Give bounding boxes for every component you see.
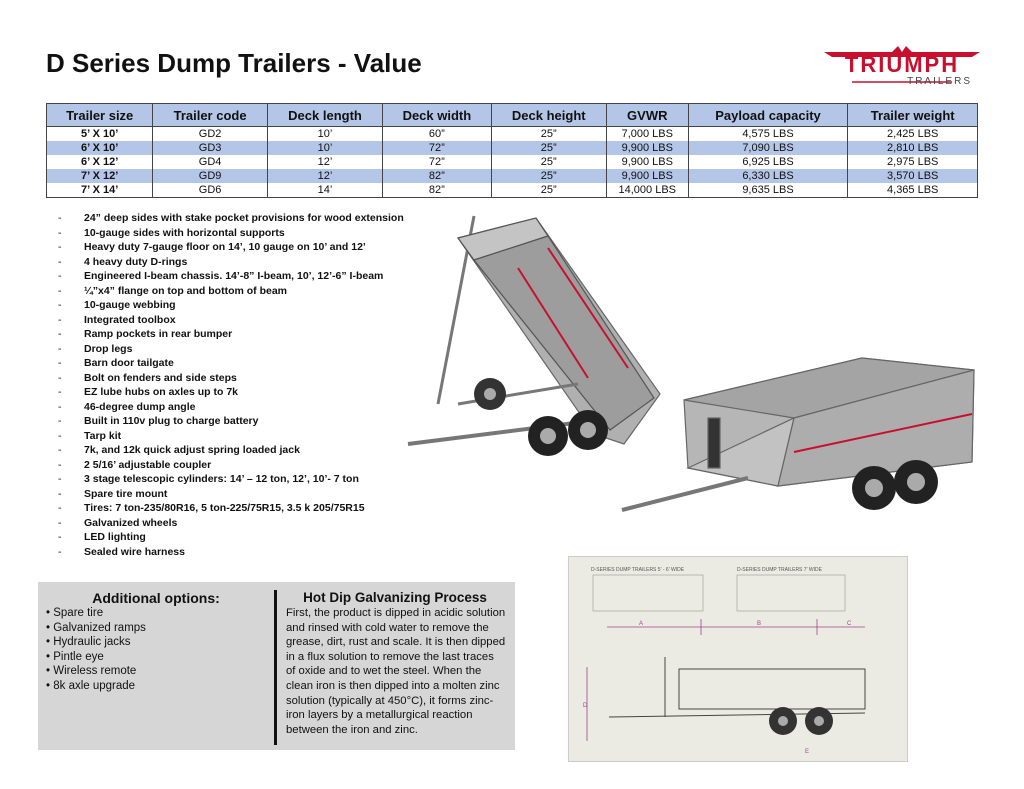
col-deck-height: Deck height	[491, 104, 606, 127]
dim-label: A	[639, 621, 644, 627]
table-cell: 2,810 LBS	[848, 141, 978, 155]
table-cell: 14,000 LBS	[606, 183, 688, 198]
box-divider	[274, 590, 277, 745]
feature-item: - 10-gauge sides with horizontal supports	[58, 226, 404, 241]
feature-item: - ¼”x4” flange on top and bottom of beam	[58, 284, 404, 299]
col-weight: Trailer weight	[848, 104, 978, 127]
table-row	[47, 169, 978, 183]
spec-table	[46, 103, 978, 198]
table-cell: 82”	[383, 183, 491, 198]
option-item: • Spare tire	[46, 606, 146, 621]
table-cell: 9,900 LBS	[606, 141, 688, 155]
feature-item: - Galvanized wheels	[58, 516, 404, 531]
col-deck-length: Deck length	[267, 104, 382, 127]
option-item: • Hydraulic jacks	[46, 635, 146, 650]
table-cell: 9,900 LBS	[606, 155, 688, 169]
table-row	[47, 183, 978, 198]
dim-label: D	[583, 703, 588, 709]
option-item: • Galvanized ramps	[46, 621, 146, 636]
table-cell: 12’	[267, 155, 382, 169]
feature-item: - Integrated toolbox	[58, 313, 404, 328]
table-cell: 14’	[267, 183, 382, 198]
table-cell: 3,570 LBS	[848, 169, 978, 183]
feature-item: - Drop legs	[58, 342, 404, 357]
table-cell: 6,330 LBS	[688, 169, 848, 183]
feature-list	[58, 211, 404, 559]
table-cell: 6,925 LBS	[688, 155, 848, 169]
feature-item: - EZ lube hubs on axles up to 7k	[58, 385, 404, 400]
table-cell: 7,090 LBS	[688, 141, 848, 155]
table-cell: 82”	[383, 169, 491, 183]
galvanizing-text: First, the product is dipped in acidic solution and rinsed with cold water to remove the grease, dirt, rust and scale. It is then dipped in a flux solution to remove the last traces of oxide and to wet the steel. When the clean iron is then dipped into a molten zinc solution (typically at 450°C), it forms zinc-iron layers by a metallurgical reaction between the iron and zinc.	[286, 607, 506, 736]
additional-options-list	[46, 606, 146, 694]
feature-item: - Barn door tailgate	[58, 356, 404, 371]
col-trailer-code: Trailer code	[153, 104, 267, 127]
logo-wordmark: TRIUMPH	[844, 52, 960, 77]
flat-dump-trailer-image	[618, 328, 990, 534]
dim-label: E	[805, 749, 810, 755]
table-cell: GD9	[153, 169, 267, 183]
feature-item: - Tires: 7 ton-235/80R16, 5 ton-225/75R15, 3.5 k 205/75R15	[58, 501, 404, 516]
trailer-side-view-icon	[569, 557, 907, 761]
table-cell: 25”	[491, 155, 606, 169]
feature-item: - Heavy duty 7-gauge floor on 14’, 10 gauge on 10’ and 12’	[58, 240, 404, 255]
feature-item: - Built in 110v plug to charge battery	[58, 414, 404, 429]
option-item: • Pintle eye	[46, 650, 146, 665]
feature-item: - 2 5/16’ adjustable coupler	[58, 458, 404, 473]
feature-item: - Spare tire mount	[58, 487, 404, 502]
table-cell: 72”	[383, 155, 491, 169]
table-cell: 12’	[267, 169, 382, 183]
feature-item: - Tarp kit	[58, 429, 404, 444]
table-row	[47, 127, 978, 142]
feature-item: - 46-degree dump angle	[58, 400, 404, 415]
table-cell: 7’ X 14’	[47, 183, 153, 198]
feature-item: - Bolt on fenders and side steps	[58, 371, 404, 386]
col-gvwr: GVWR	[606, 104, 688, 127]
table-cell: 4,365 LBS	[848, 183, 978, 198]
table-cell: 10’	[267, 141, 382, 155]
table-cell: GD6	[153, 183, 267, 198]
table-cell: 10’	[267, 127, 382, 142]
table-cell: GD2	[153, 127, 267, 142]
drawing-table-title: D-SERIES DUMP TRAILERS 5’ - 6’ WIDE	[591, 567, 685, 573]
spec-table-header	[47, 104, 978, 127]
table-cell: 7,000 LBS	[606, 127, 688, 142]
logo-subtext: TRAILERS	[907, 76, 972, 87]
table-cell: 5’ X 10’	[47, 127, 153, 142]
feature-item: - 24” deep sides with stake pocket provisions for wood extension	[58, 211, 404, 226]
triumph-logo	[822, 42, 982, 88]
feature-item: - 10-gauge webbing	[58, 298, 404, 313]
dim-label: B	[757, 621, 762, 627]
table-cell: 9,635 LBS	[688, 183, 848, 198]
table-row	[47, 155, 978, 169]
table-cell: 25”	[491, 127, 606, 142]
feature-item: - LED lighting	[58, 530, 404, 545]
galvanizing-title: Hot Dip Galvanizing Process	[303, 590, 487, 605]
col-payload: Payload capacity	[688, 104, 848, 127]
option-item: • 8k axle upgrade	[46, 679, 146, 694]
table-cell: GD4	[153, 155, 267, 169]
dim-label: C	[847, 621, 852, 627]
table-cell: 9,900 LBS	[606, 169, 688, 183]
table-cell: 72”	[383, 141, 491, 155]
table-cell: 2,425 LBS	[848, 127, 978, 142]
feature-item: - Engineered I-beam chassis. 14’-8” I-beam, 10’, 12’-6” I-beam	[58, 269, 404, 284]
feature-item: - Sealed wire harness	[58, 545, 404, 560]
page-title: D Series Dump Trailers - Value	[46, 48, 422, 78]
feature-item: - 3 stage telescopic cylinders: 14’ – 12 ton, 12’, 10’- 7 ton	[58, 472, 404, 487]
table-cell: 4,575 LBS	[688, 127, 848, 142]
table-cell: 6’ X 12’	[47, 155, 153, 169]
feature-item: - 7k, and 12k quick adjust spring loaded jack	[58, 443, 404, 458]
table-cell: 7’ X 12’	[47, 169, 153, 183]
table-cell: GD3	[153, 141, 267, 155]
feature-item: - Ramp pockets in rear bumper	[58, 327, 404, 342]
drawing-table-title: D-SERIES DUMP TRAILERS 7’ WIDE	[737, 567, 822, 573]
table-cell: 60”	[383, 127, 491, 142]
feature-item: - 4 heavy duty D-rings	[58, 255, 404, 270]
table-cell: 2,975 LBS	[848, 155, 978, 169]
table-cell: 25”	[491, 141, 606, 155]
additional-options-title: Additional options:	[92, 590, 220, 606]
table-cell: 6’ X 10’	[47, 141, 153, 155]
option-item: • Wireless remote	[46, 664, 146, 679]
technical-drawing	[568, 556, 908, 762]
col-deck-width: Deck width	[383, 104, 491, 127]
table-row	[47, 141, 978, 155]
col-trailer-size: Trailer size	[47, 104, 153, 127]
table-cell: 25”	[491, 183, 606, 198]
table-cell: 25”	[491, 169, 606, 183]
